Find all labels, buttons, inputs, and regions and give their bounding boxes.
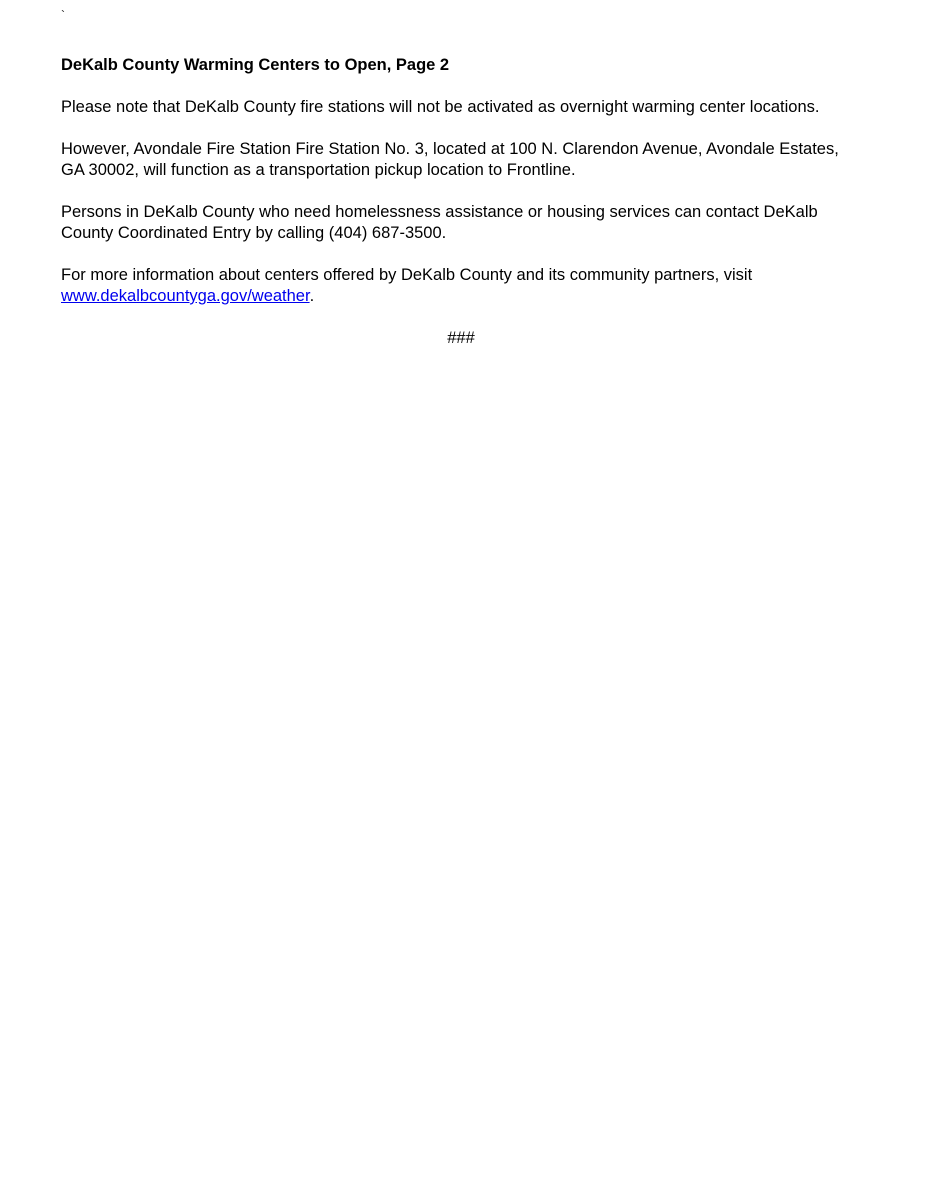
paragraph-fire-stations: Please note that DeKalb County fire stations will not be activated as overnight warming center locations. [61,98,820,116]
paragraph-more-info [61,265,861,307]
more-info-text: For more information about centers offered by DeKalb County and its community partners, visit [61,266,753,284]
stray-mark: ` [61,8,65,22]
more-info-period: . [309,287,315,305]
weather-link[interactable]: www.dekalbcountyga.gov/weather [61,287,310,305]
page-title: DeKalb County Warming Centers to Open, Page 2 [61,56,450,74]
end-of-release-mark: ### [447,329,475,347]
paragraph-avondale-station: However, Avondale Fire Station Fire Station No. 3, located at 100 N. Clarendon Avenue, Avondale Estates, GA 30002, will function as a transportation pickup location to Frontline. [61,140,839,179]
paragraph-coordinated-entry: Persons in DeKalb County who need homelessness assistance or housing services can contact DeKalb County Coordinated Entry by calling (404) 687-3500. [61,203,818,242]
document-body [61,55,861,349]
